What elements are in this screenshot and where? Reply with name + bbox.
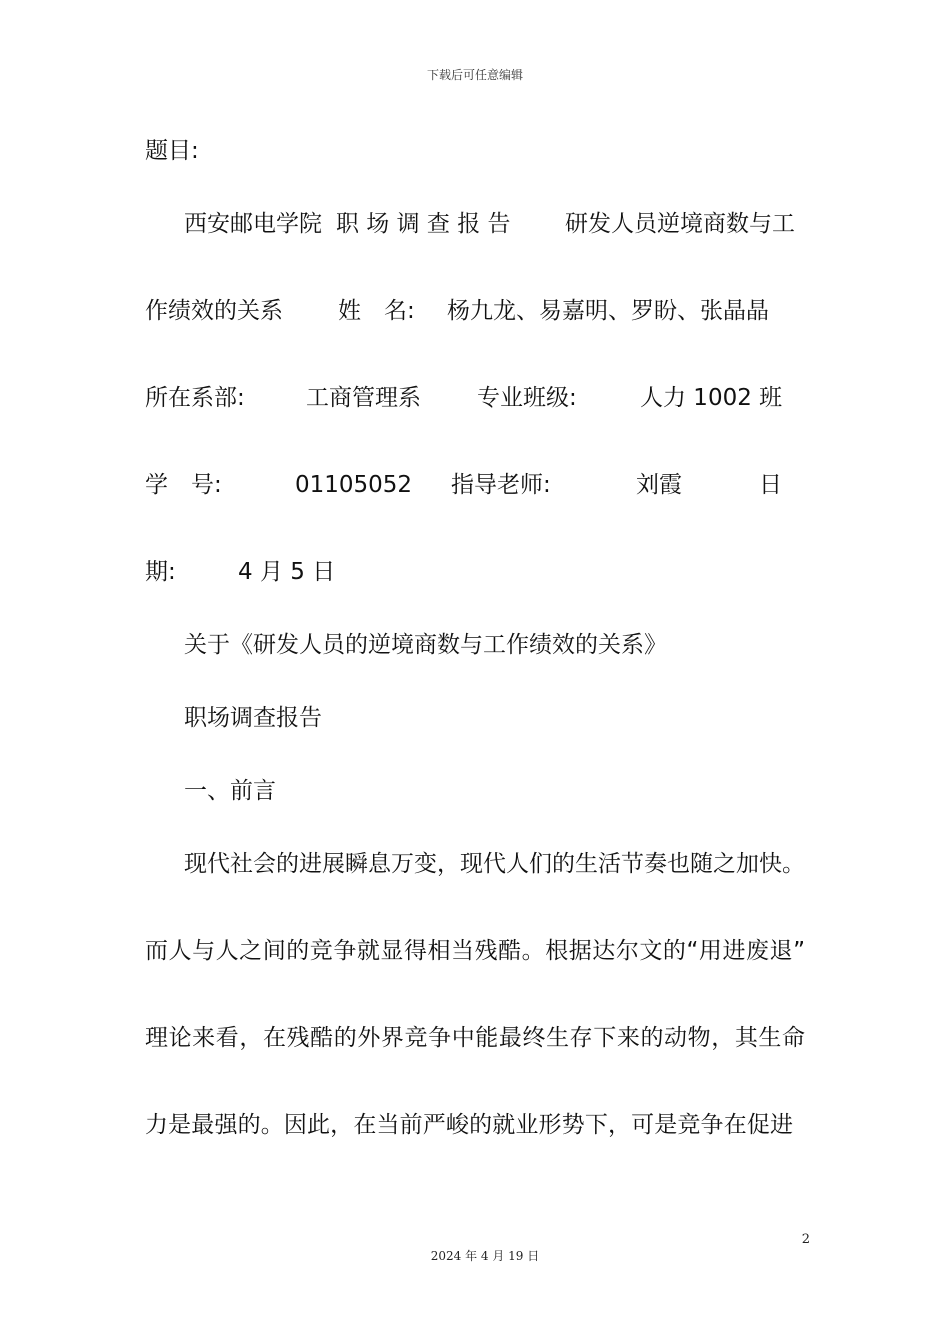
para-line: 力是最强的。因此，在当前严峻的就业形势下，可是竞争在促进 [145, 1112, 793, 1138]
student-id: 01105052 [295, 472, 413, 498]
section-heading: 一、前言 [184, 778, 276, 804]
dept-value: 工商管理系 [306, 385, 421, 411]
date-value: 4 月 5 日 [238, 559, 336, 585]
report-type: 职 场 调 查 报 告 [336, 211, 511, 237]
class-label: 专业班级: [477, 385, 577, 411]
name-label: 姓 名: [338, 298, 415, 324]
id-label: 学 号: [145, 472, 222, 498]
advisor-label: 指导老师: [451, 472, 551, 498]
dept-label: 所在系部: [145, 385, 245, 411]
page-number: 2 [801, 1232, 810, 1247]
report-subheading: 职场调查报告 [184, 705, 322, 731]
date-label-part2: 期: [145, 559, 176, 585]
page-header: 下载后可任意编辑 [426, 68, 523, 82]
author-names: 杨九龙、易嘉明、罗盼、张晶晶 [447, 298, 769, 324]
school-name: 西安邮电学院 [184, 211, 322, 237]
page-footer-date: 2024 年 4 月 19 日 [430, 1249, 540, 1263]
para-line: 理论来看，在残酷的外界竞争中能最终生存下来的动物，其生命 [145, 1025, 805, 1051]
topic-part2: 作绩效的关系 [145, 298, 283, 324]
para-line: 现代社会的进展瞬息万变，现代人们的生活节奏也随之加快。 [184, 851, 805, 877]
class-value: 人力 1002 班 [640, 385, 783, 411]
date-label-part1: 日 [759, 472, 782, 498]
title-label: 题目: [145, 138, 199, 164]
report-heading: 关于《研发人员的逆境商数与工作绩效的关系》 [184, 632, 667, 658]
para-line: 而人与人之间的竞争就显得相当残酷。根据达尔文的“用进废退” [145, 938, 805, 964]
advisor-name: 刘霞 [636, 472, 682, 498]
topic-part1: 研发人员逆境商数与工 [565, 211, 795, 237]
